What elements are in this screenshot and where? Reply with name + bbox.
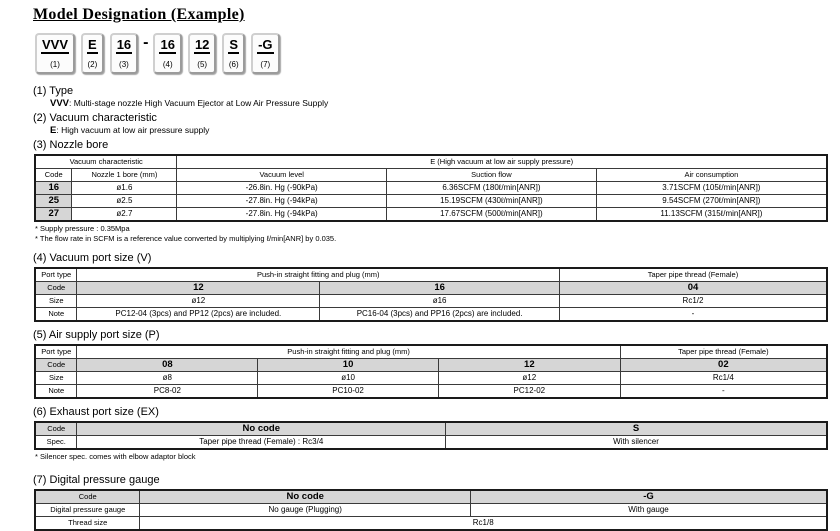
model-code-separator: - [143, 34, 149, 51]
cell: Rc1/2 [560, 295, 827, 308]
model-code-box-7 [251, 33, 279, 74]
cell: ø10 [258, 372, 439, 385]
header-row [35, 345, 827, 359]
code-cell: S [446, 422, 827, 436]
code-row [35, 422, 827, 436]
col-header: Air consumption [596, 169, 827, 182]
code-cell: 12 [77, 282, 320, 295]
col-header: Taper pipe thread (Female) [560, 268, 827, 282]
cell: ø8 [77, 372, 258, 385]
cell: - [560, 308, 827, 322]
model-code-text: E [87, 38, 98, 54]
header-row [35, 268, 827, 282]
cell: ø2.5 [72, 195, 177, 208]
model-code-box-6 [222, 33, 245, 74]
col-header: E (High vacuum at low air supply pressure) [177, 155, 827, 169]
term-description: : High vacuum at low air pressure supply [56, 125, 210, 136]
table-row [35, 436, 827, 450]
table-row [35, 208, 827, 222]
model-code-number: (6) [228, 60, 239, 70]
code-cell: No code [140, 490, 471, 504]
row-label: Note [35, 308, 77, 322]
cell: Rc1/8 [140, 517, 827, 531]
cell: -26.8in. Hg (-90kPa) [177, 182, 387, 195]
code-cell: 10 [258, 359, 439, 372]
code-cell: 25 [35, 195, 72, 208]
model-code-number: (2) [87, 60, 98, 70]
col-header: Push-in straight fitting and plug (mm) [77, 268, 560, 282]
model-code-text: VVV [41, 38, 69, 54]
model-code-number: (5) [197, 60, 208, 70]
cell: ø1.6 [72, 182, 177, 195]
cell: With gauge [471, 504, 827, 517]
model-code-box-3 [110, 33, 138, 74]
nozzle-bore-table [34, 154, 828, 222]
row-label: Code [35, 490, 140, 504]
row-label: Spec. [35, 436, 77, 450]
row-label: Size [35, 295, 77, 308]
section-5-heading: (5) Air supply port size (P) [33, 329, 160, 342]
model-code-number: (4) [162, 60, 173, 70]
table-row [35, 182, 827, 195]
code-row [35, 359, 827, 372]
code-cell: 02 [620, 359, 827, 372]
cell: 11.13SCFM (315ℓ/min[ANR]) [596, 208, 827, 222]
cell: 9.54SCFM (270ℓ/min[ANR]) [596, 195, 827, 208]
cell: PC12-04 (3pcs) and PP12 (2pcs) are included. [77, 308, 320, 322]
term: E [50, 125, 57, 137]
code-cell: -G [471, 490, 827, 504]
section-3-heading: (3) Nozzle bore [33, 139, 109, 152]
code-row [35, 282, 827, 295]
col-header: Nozzle 1 bore (mm) [72, 169, 177, 182]
term-description: : Multi-stage nozzle High Vacuum Ejector at Low Air Pressure Supply [69, 98, 329, 109]
model-code-box-5 [188, 33, 216, 74]
cell: PC12-02 [438, 385, 620, 399]
col-header: Taper pipe thread (Female) [620, 345, 827, 359]
col-header: Code [35, 169, 72, 182]
col-header: Vacuum level [177, 169, 387, 182]
model-code-text: 16 [159, 38, 175, 54]
code-cell: 04 [560, 282, 827, 295]
col-header: Port type [35, 345, 77, 359]
model-code-text: 16 [116, 38, 132, 54]
table-row [35, 504, 827, 517]
air-supply-port-size-table [34, 344, 828, 399]
model-code-box-1 [35, 33, 75, 74]
section-2-definition [50, 125, 828, 136]
cell: 17.67SCFM (500ℓ/min[ANR]) [387, 208, 597, 222]
model-code-text: 12 [194, 38, 210, 54]
table-row [35, 295, 827, 308]
exhaust-port-size-table [34, 421, 828, 450]
cell: Taper pipe thread (Female) : Rc3/4 [77, 436, 446, 450]
digital-pressure-gauge-table [34, 489, 828, 531]
cell: - [620, 385, 827, 399]
cell: -27.8in. Hg (-94kPa) [177, 195, 387, 208]
model-code-number: (1) [50, 60, 60, 70]
cell: PC10-02 [258, 385, 439, 399]
table-row [35, 372, 827, 385]
col-header: Vacuum characteristic [35, 155, 177, 169]
model-code-box-4 [153, 33, 181, 74]
code-cell: No code [77, 422, 446, 436]
row-label: Note [35, 385, 77, 399]
cell: PC8-02 [77, 385, 258, 399]
row-label: Digital pressure gauge [35, 504, 140, 517]
cell: ø2.7 [72, 208, 177, 222]
cell: Rc1/4 [620, 372, 827, 385]
row-label: Code [35, 359, 77, 372]
model-designation-diagram [35, 33, 828, 74]
code-cell: 12 [438, 359, 620, 372]
section-4-heading: (4) Vacuum port size (V) [33, 252, 152, 265]
code-cell: 08 [77, 359, 258, 372]
footnote: * Silencer spec. comes with elbow adaptor block [35, 452, 196, 462]
section-6-heading: (6) Exhaust port size (EX) [33, 406, 159, 419]
model-code-number: (3) [119, 60, 129, 70]
header-row-1 [35, 155, 827, 169]
footnote: * Supply pressure : 0.35Mpa [35, 224, 130, 234]
footnote: * The flow rate in SCFM is a reference value converted by multiplying ℓ/min[ANR] by 0.035. [35, 234, 337, 244]
code-cell: 16 [35, 182, 72, 195]
section-1-heading: (1) Type [33, 85, 74, 98]
section-1-definition [50, 98, 828, 109]
cell: -27.8in. Hg (-94kPa) [177, 208, 387, 222]
cell: 15.19SCFM (430ℓ/min[ANR]) [387, 195, 597, 208]
cell: 6.36SCFM (180ℓ/min[ANR]) [387, 182, 597, 195]
term: VVV [50, 98, 70, 110]
cell: ø12 [438, 372, 620, 385]
vacuum-port-size-table [34, 267, 828, 322]
cell: No gauge (Plugging) [140, 504, 471, 517]
model-code-text: -G [257, 38, 273, 54]
row-label: Size [35, 372, 77, 385]
code-row [35, 490, 827, 504]
code-cell: 16 [320, 282, 560, 295]
cell: ø16 [320, 295, 560, 308]
cell: ø12 [77, 295, 320, 308]
row-label: Thread size [35, 517, 140, 531]
table-row [35, 308, 827, 322]
page-title: Model Designation (Example) [33, 6, 245, 23]
row-label: Code [35, 422, 77, 436]
table-row [35, 195, 827, 208]
cell: With silencer [446, 436, 827, 450]
header-row-2 [35, 169, 827, 182]
table-row [35, 385, 827, 399]
model-code-text: S [228, 38, 239, 54]
row-label: Code [35, 282, 77, 295]
col-header: Push-in straight fitting and plug (mm) [77, 345, 620, 359]
section-2-heading: (2) Vacuum characteristic [33, 112, 157, 125]
cell: PC16-04 (3pcs) and PP16 (2pcs) are included. [320, 308, 560, 322]
model-code-box-2 [81, 33, 104, 74]
section-7-heading: (7) Digital pressure gauge [33, 474, 160, 487]
col-header: Port type [35, 268, 77, 282]
col-header: Suction flow [387, 169, 597, 182]
model-code-number: (7) [260, 60, 271, 70]
table-row [35, 517, 827, 531]
code-cell: 27 [35, 208, 72, 222]
cell: 3.71SCFM (105ℓ/min[ANR]) [596, 182, 827, 195]
